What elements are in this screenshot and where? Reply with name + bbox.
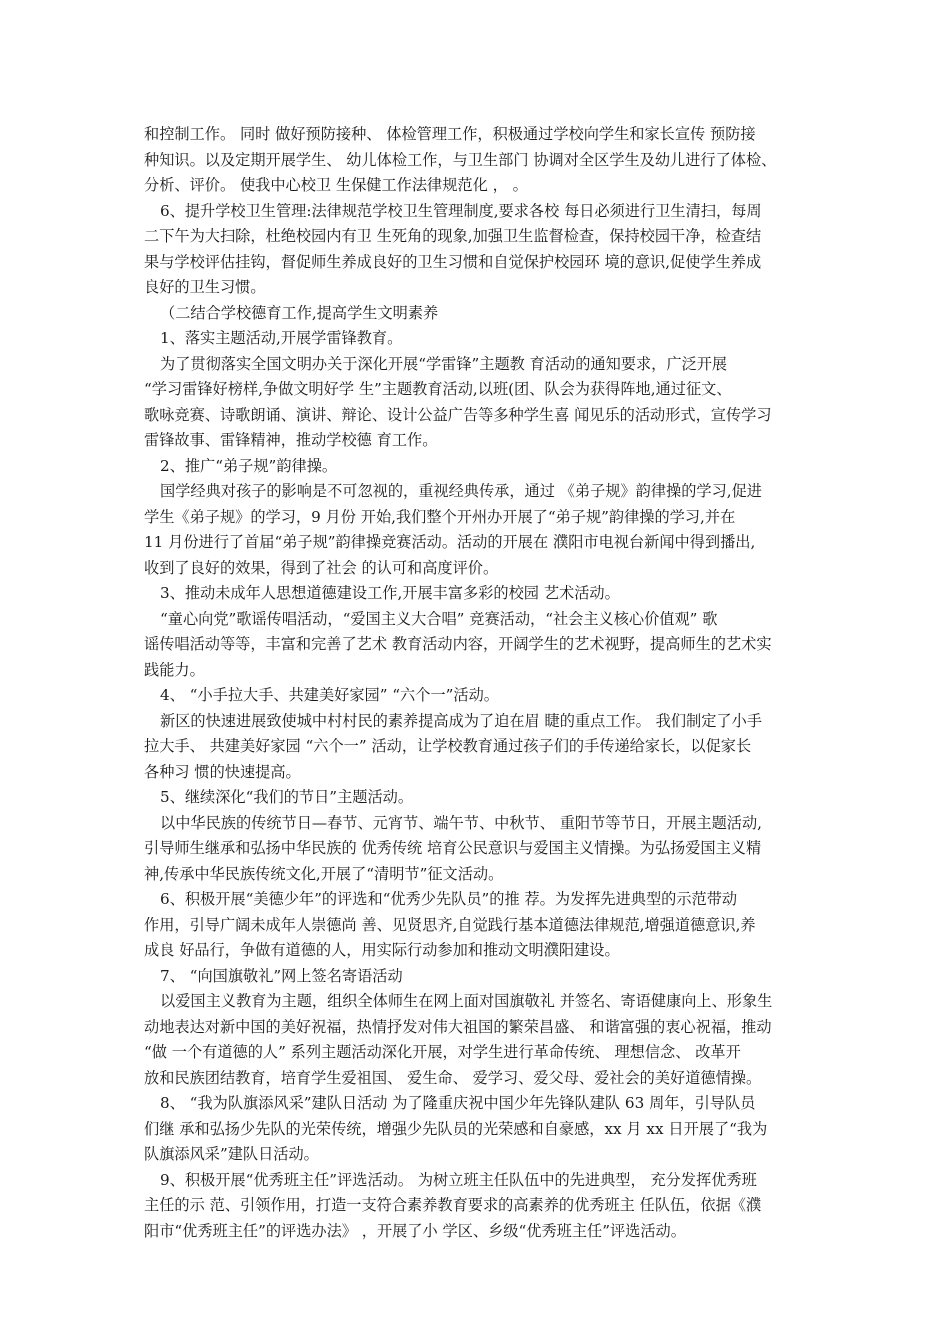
text-line: 分析、评价。 使我中心校卫 生保健工作法律规范化 ， 。 xyxy=(144,176,528,194)
text-line: 种知识。以及定期开展学生、 幼儿体检工作，与卫生部门 协调对全区学生及幼儿进行了体检、 xyxy=(144,150,777,169)
text-line: 收到了良好的效果，得到了社会 的认可和高度评价。 xyxy=(144,558,499,577)
document-body xyxy=(144,122,812,1244)
text-line: “童心向党”歌谣传唱活动，“爱国主义大合唱” 竞赛活动，“社会主义核心价值观” 歌 xyxy=(160,609,718,628)
item-heading: 7、 “向国旗敬礼”网上签名寄语活动 xyxy=(160,966,403,985)
text-line: 各种习 惯的快速提高。 xyxy=(144,762,301,781)
item-heading: 6、积极开展“美德少年”的评选和“优秀少先队员”的推 荐。为发挥先进典型的示范带动 xyxy=(160,890,738,908)
item-heading: 2、推广“弟子规”韵律操。 xyxy=(160,456,338,475)
item-heading: 3、推动未成年人思想道德建设工作,开展丰富多彩的校园 艺术活动。 xyxy=(160,584,620,602)
text-line: 11 月份进行了首届“弟子规”韵律操竞赛活动。活动的开展在 濮阳市电视台新闻中得到播出, xyxy=(144,533,756,551)
text-line: 和控制工作。 同时 做好预防接种、 体检管理工作，积极通过学校向学生和家长宣传 预防接 xyxy=(144,125,756,143)
item-heading: 9、积极开展“优秀班主任”评选活动。 为树立班主任队伍中的先进典型， 充分发挥优秀班 xyxy=(160,1170,757,1189)
text-line: 作用，引导广阔未成年人崇德尚 善、见贤思齐,自觉践行基本道德法律规范,增强道德意识,养 xyxy=(144,915,756,934)
text-line: 新区的快速进展致使城中村村民的素养提高成为了迫在眉 睫的重点工作。 我们制定了小手 xyxy=(160,711,762,730)
item-heading: 1、落实主题活动,开展学雷锋教育。 xyxy=(160,329,403,347)
text-line: 队旗添风采”建队日活动。 xyxy=(144,1145,319,1163)
text-line: 动地表达对新中国的美好祝福，热情抒发对伟大祖国的繁荣昌盛、 和谐富强的衷心祝福，推动 xyxy=(144,1017,772,1036)
text-line: 果与学校评估挂钩，督促师生养成良好的卫生习惯和自觉保护校园环 境的意识,促使学生养成 xyxy=(144,252,762,271)
text-line: 雷锋故事、雷锋精神，推动学校德 育工作。 xyxy=(144,431,438,449)
text-line: 放和民族团结教育，培育学生爱祖国、 爱生命、 爱学习、爱父母、爱社会的美好道德情操。 xyxy=(144,1068,762,1087)
text-line: 良好的卫生习惯。 xyxy=(144,278,266,296)
text-line: 成良 好品行，争做有道德的人，用实际行动参加和推动文明濮阳建设。 xyxy=(144,941,620,959)
text-line: 以中华民族的传统节日—春节、元宵节、端午节、中秋节、 重阳节等节日，开展主题活动, xyxy=(160,813,762,832)
text-line: 践能力。 xyxy=(144,660,205,679)
item-heading: 5、继续深化“我们的节日”主题活动。 xyxy=(160,788,414,806)
text-line: 们继 承和弘扬少先队的光荣传统，增强少先队员的光荣感和自豪感，xx 月 xx 日开展了“我为 xyxy=(144,1119,768,1138)
text-line: 谣传唱活动等等，丰富和完善了艺术 教育活动内容，开阔学生的艺术视野，提高师生的艺术实 xyxy=(144,635,772,653)
text-line: 二下午为大扫除，杜绝校园内有卫 生死角的现象,加强卫生监督检查，保持校园干净，检查结 xyxy=(144,227,762,245)
text-line: 为了贯彻落实全国文明办关于深化开展“学雷锋”主题教 育活动的通知要求，广泛开展 xyxy=(160,354,728,373)
text-line: “做 一个有道德的人” 系列主题活动深化开展，对学生进行革命传统、 理想信念、 改革开 xyxy=(144,1043,741,1061)
text-line: 神,传承中华民族传统文化,开展了“清明节”征文活动。 xyxy=(144,864,504,883)
text-line: 歌咏竞赛、诗歌朗诵、演讲、辩论、设计公益广告等多种学生喜 闻见乐的活动形式，宣传学习 xyxy=(144,405,772,424)
text-line: 国学经典对孩子的影响是不可忽视的，重视经典传承，通过 《弟子规》韵律操的学习,促进 xyxy=(160,482,762,500)
text-line: “学习雷锋好榜样,争做文明好学 生”主题教育活动,以班(团、队会为获得阵地,通过征文、 xyxy=(144,380,732,398)
text-line: 6、提升学校卫生管理:法律规范学校卫生管理制度,要求各校 每日必须进行卫生清扫，每周 xyxy=(160,201,762,220)
item-heading: 8、 “我为队旗添风采”建队日活动 为了隆重庆祝中国少年先锋队建队 63 周年，引导队员 xyxy=(160,1094,756,1112)
text-line: 学生《弟子规》的学习，9 月份 开始,我们整个开州办开展了“弟子规”韵律操的学习,并在 xyxy=(144,507,736,526)
text-line: 拉大手、 共建美好家园 “六个一” 活动，让学校教育通过孩子们的手传递给家长，以促家长 xyxy=(144,737,752,755)
text-line: 以爱国主义教育为主题，组织全体师生在网上面对国旗敬礼 并签名、寄语健康向上、形象生 xyxy=(160,992,773,1010)
text-line: 引导师生继承和弘扬中华民族的 优秀传统 培育公民意识与爱国主义情操。为弘扬爱国主义精 xyxy=(144,839,762,857)
text-line: 阳市“优秀班主任”的评选办法》 ，开展了小 学区、乡级“优秀班主任”评选活动。 xyxy=(144,1221,686,1240)
section-heading: （二结合学校德育工作,提高学生文明素养 xyxy=(160,303,439,322)
item-heading: 4、 “小手拉大手、共建美好家园” “六个一”活动。 xyxy=(160,686,499,704)
text-line: 主任的示 范、引领作用，打造一支符合素养教育要求的高素养的优秀班主 任队伍，依据《濮 xyxy=(144,1196,762,1214)
